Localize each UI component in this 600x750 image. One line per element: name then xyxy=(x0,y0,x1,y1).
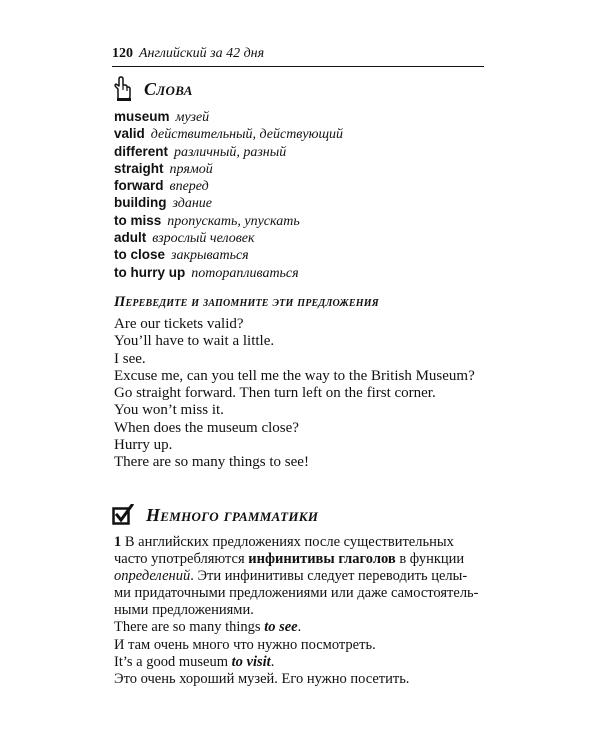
vocab-item: valid действительный, действующий xyxy=(114,126,344,143)
sentence: There are so many things to see! xyxy=(114,454,309,471)
sentence: I see. xyxy=(114,350,146,367)
bold-term: инфинитивы глаголов xyxy=(248,551,396,568)
example-russian: И там очень много что нужно посмотреть. xyxy=(114,636,376,653)
paragraph-line: определений. Эти инфинитивы следует переводить целы- xyxy=(114,568,468,585)
sentence: Go straight forward. Then turn left on the first corner. xyxy=(114,385,436,402)
paragraph-line: ми придаточными предложениями или даже самостоятель- xyxy=(114,585,479,602)
vocab-item: museum музей xyxy=(114,109,210,125)
vocab-item: forward вперед xyxy=(114,178,209,195)
grammar-text xyxy=(114,534,486,688)
sentence: Hurry up. xyxy=(114,437,173,454)
sentence: Are our tickets valid? xyxy=(114,316,244,332)
grammar-section-title: Немного грамматики xyxy=(146,504,319,525)
vocab-item: to miss пропускать, упускать xyxy=(114,212,300,229)
page-header xyxy=(112,44,484,67)
paragraph-line: 1 В английских предложениях после существительных xyxy=(114,534,454,550)
sentence: You’ll have to wait a little. xyxy=(114,333,275,350)
words-section-title: Слова xyxy=(144,78,193,99)
italic-term: определений xyxy=(114,568,191,585)
paragraph-line: часто употребляются инфинитивы глаголов в функции xyxy=(114,551,465,568)
page-number: 120 xyxy=(112,46,133,61)
sentence: When does the museum close? xyxy=(114,419,299,436)
example-english: It’s a good museum to visit. xyxy=(114,653,275,670)
example-russian: Это очень хороший музей. Его нужно посетить. xyxy=(114,670,410,687)
rule-number: 1 xyxy=(114,534,122,550)
vocab-item: straight прямой xyxy=(114,160,213,177)
hand-index-icon xyxy=(112,76,132,102)
book-title: Английский за 42 дня xyxy=(139,46,265,61)
vocab-item: to hurry up поторапливаться xyxy=(114,264,299,281)
sentence: Excuse me, can you tell me the way to the British Museum? xyxy=(114,367,475,384)
example-english: There are so many things to see. xyxy=(114,619,302,636)
sentence-list xyxy=(114,316,494,472)
vocab-item: adult взрослый человек xyxy=(114,230,255,247)
vocab-item: to close закрываться xyxy=(114,247,249,264)
grammar-section-heading xyxy=(112,504,318,526)
vocab-item: building здание xyxy=(114,195,213,212)
vocabulary-list xyxy=(114,108,494,281)
translate-section-title: Переведите и запомните эти предложения xyxy=(114,294,379,310)
sentence: You won’t miss it. xyxy=(114,402,224,419)
vocab-item: different различный, разный xyxy=(114,143,287,160)
checkbox-checked-icon xyxy=(112,504,134,526)
words-section-heading xyxy=(112,76,193,102)
paragraph-line: ными предложениями. xyxy=(114,602,254,619)
